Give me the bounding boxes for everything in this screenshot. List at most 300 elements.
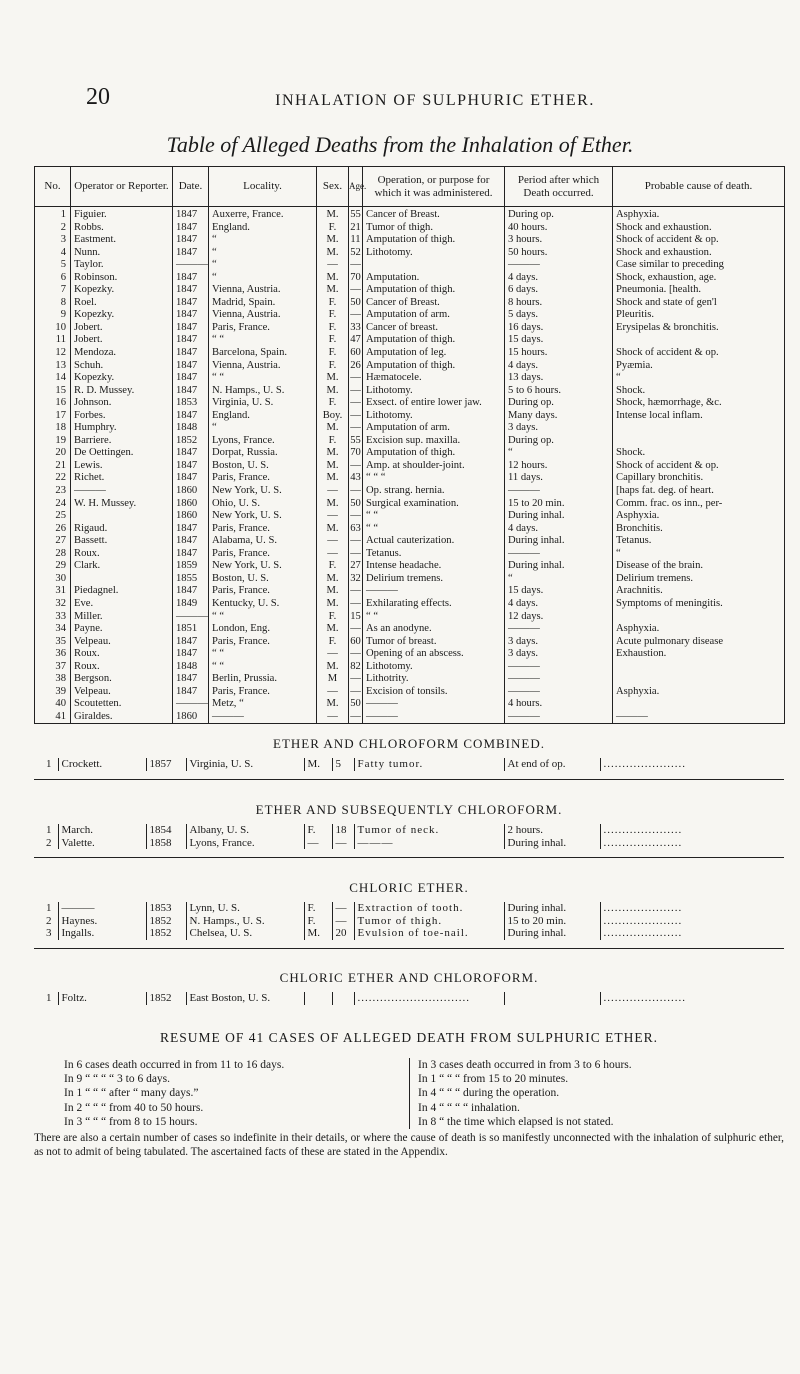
cell-period: ——— [505, 673, 613, 686]
cell-sex: F. [304, 824, 332, 837]
cell-cause: Shock. [613, 447, 785, 460]
header-period: Period after which Death occurred. [505, 167, 613, 207]
cell-cause [613, 698, 785, 711]
cell-age: — [350, 673, 361, 685]
cell-operator: Payne. [71, 623, 173, 636]
cell-age: 82 [350, 660, 361, 672]
cell-locality: Paris, France. [209, 686, 317, 699]
header-date: Date. [173, 167, 209, 207]
cell-operator: Kopezky. [71, 284, 173, 297]
cell-operator: Crockett. [58, 758, 146, 771]
cell-period: 3 hours. [505, 234, 613, 247]
cell-period: “ [505, 573, 613, 586]
cell-sex: F. [317, 560, 349, 573]
cell-no: 32 [35, 598, 71, 611]
cell-cause: ——— [613, 711, 785, 724]
cell-sex: M. [304, 758, 332, 771]
cell-cause: Acute pulmonary disease [613, 636, 785, 649]
table-row [34, 837, 784, 850]
cell-period: 15 to 20 min. [505, 498, 613, 511]
cell-period: 3 days. [505, 422, 613, 435]
cell-no: 14 [35, 372, 71, 385]
cell-sex: F. [317, 360, 349, 373]
cell-operator: Kopezky. [71, 309, 173, 322]
cell-period: 4 hours. [505, 698, 613, 711]
cell-operator: Velpeau. [71, 636, 173, 649]
cell-age: — [349, 711, 363, 724]
table-row [35, 711, 785, 724]
cell-cause: Shock and exhaustion. [613, 222, 785, 235]
cell-no: 36 [35, 648, 71, 661]
cell-age: — [350, 623, 361, 635]
cell-date: 1847 [173, 636, 209, 649]
cell-no: 24 [35, 498, 71, 511]
cell-locality: “ “ [209, 334, 317, 347]
cell-sex: — [317, 510, 349, 523]
resume-line: In 4 “ “ “ during the operation. [418, 1087, 560, 1100]
cell-locality: Dorpat, Russia. [209, 447, 317, 460]
cell-age: 11 [350, 234, 361, 246]
section-ether-subsequently-chloroform [34, 802, 784, 858]
cell-operation: Amputation of thigh. [363, 360, 505, 373]
table-row [35, 548, 785, 561]
cell-date: 1860 [173, 510, 209, 523]
cell-age: 60 [350, 635, 361, 647]
cell-operation [363, 259, 505, 272]
cell-sex [304, 992, 332, 1005]
table-row [35, 560, 785, 573]
cell-age: 50 [350, 698, 361, 710]
cell-period: 12 hours. [505, 460, 613, 473]
cell-operator: Valette. [58, 837, 146, 850]
cell-locality: Paris, France. [209, 636, 317, 649]
cell-locality: Vienna, Austria. [209, 309, 317, 322]
cell-sex: — [317, 485, 349, 498]
header-operator: Operator or Reporter. [71, 167, 173, 207]
cell-period: 3 days. [505, 648, 613, 661]
combined-table [34, 758, 784, 771]
section-title: CHLORIC ETHER AND CHLOROFORM. [279, 970, 539, 985]
cell-operation: Amputation of thigh. [363, 334, 505, 347]
table-row [35, 347, 785, 360]
table-row [35, 585, 785, 598]
cell-sex: M. [317, 284, 349, 297]
cell-sex: — [317, 548, 349, 561]
cell-period: ——— [505, 661, 613, 674]
cell-age: 70 [350, 447, 361, 459]
cell-age: 32 [350, 572, 361, 584]
resume-line: In 4 “ “ “ “ inhalation. [418, 1101, 520, 1114]
cell-sex: — [317, 259, 349, 272]
cell-age: 15 [350, 610, 361, 622]
cell-period: During op. [505, 397, 613, 410]
cell-date: 1847 [173, 410, 209, 423]
cell-locality: Ohio, U. S. [209, 498, 317, 511]
cell-operation: Amputation of leg. [363, 347, 505, 360]
cell-locality: Lyons, France. [209, 435, 317, 448]
cell-date: 1847 [173, 284, 209, 297]
cell-date: 1853 [173, 397, 209, 410]
cell-date: 1855 [173, 573, 209, 586]
cell-operator: R. D. Mussey. [71, 385, 173, 398]
cell-no: 2 [35, 222, 71, 235]
table-body [35, 207, 785, 724]
cell-no: 1 [46, 902, 52, 914]
resume-line: In 3 cases death occurred in from 3 to 6 hours. [418, 1059, 632, 1071]
cell-locality: N. Hamps., U. S. [209, 385, 317, 398]
cell-period: At end of op. [504, 758, 600, 771]
cell-cause: Capillary bronchitis. [613, 472, 785, 485]
table-row [35, 648, 785, 661]
cell-operation: Amputation of arm. [363, 422, 505, 435]
cell-cause: Shock and state of gen'l [613, 297, 785, 310]
cell-age: — [350, 685, 361, 697]
cell-locality: “ “ [209, 611, 317, 624]
cell-period: 16 days. [505, 322, 613, 335]
cell-date: 1847 [173, 472, 209, 485]
cell-no: 26 [35, 523, 71, 536]
cell-operation: Amputation of thigh. [363, 284, 505, 297]
cell-date: 1847 [173, 686, 209, 699]
cell-operator: Kopezky. [71, 372, 173, 385]
cell-sex: M. [317, 247, 349, 260]
cell-cause: Disease of the brain. [613, 560, 785, 573]
cell-age: 52 [350, 246, 361, 258]
cell-cause: Case similar to preceding [613, 259, 785, 272]
table-title: Table of Alleged Deaths from the Inhalation of Ether. [166, 132, 634, 157]
cell-locality: “ “ [209, 661, 317, 674]
cell-age: 27 [350, 560, 361, 572]
section-title: ETHER AND CHLOROFORM COMBINED. [273, 736, 545, 751]
cell-locality: England. [209, 222, 317, 235]
cell-date: 1847 [173, 347, 209, 360]
cell-locality: Paris, France. [209, 322, 317, 335]
cell-sex: F. [317, 322, 349, 335]
cell-period: During inhal. [504, 927, 600, 940]
cell-locality: Auxerre, France. [209, 207, 317, 222]
cell-period: Many days. [505, 410, 613, 423]
table-row [34, 992, 784, 1005]
cell-operation: Tetanus. [363, 548, 505, 561]
cell-locality: ——— [209, 711, 317, 724]
table-row [35, 636, 785, 649]
cell-operator: Robinson. [71, 272, 173, 285]
cell-operation: Excision of tonsils. [363, 686, 505, 699]
cell-age: — [350, 259, 361, 271]
cell-date: 1852 [146, 992, 186, 1005]
cell-date: 1853 [146, 902, 186, 915]
cell-cause: Delirium tremens. [613, 573, 785, 586]
table-row [35, 334, 785, 347]
cell-age: — [350, 510, 361, 522]
cell-no: 33 [35, 611, 71, 624]
chloric-table [34, 902, 784, 940]
cell-sex: F. [304, 915, 332, 928]
cell-operator: Ingalls. [58, 927, 146, 940]
cell-operation: Lithotrity. [363, 673, 505, 686]
cell-period: 50 hours. [505, 247, 613, 260]
cell-operator: W. H. Mussey. [71, 498, 173, 511]
cell-locality: London, Eng. [209, 623, 317, 636]
cell-sex: F. [304, 902, 332, 915]
cell-locality: East Boston, U. S. [186, 992, 304, 1005]
cell-date: 1854 [146, 824, 186, 837]
cell-cause: Comm. frac. os inn., per- [613, 498, 785, 511]
header-cause: Probable cause of death. [613, 167, 785, 207]
cell-date: 1849 [173, 598, 209, 611]
cell-locality: Kentucky, U. S. [209, 598, 317, 611]
cell-operation: Lithotomy. [363, 661, 505, 674]
table-row [34, 758, 784, 771]
cell-period: 12 days. [505, 611, 613, 624]
table-row [35, 485, 785, 498]
cell-cause: Shock, hæmorrhage, &c. [613, 397, 785, 410]
cell-operator: Bassett. [71, 535, 173, 548]
cell-cause: Asphyxia. [613, 623, 785, 636]
table-row [35, 360, 785, 373]
cell-period: ——— [505, 623, 613, 636]
table-row [34, 915, 784, 928]
cell-sex: — [317, 686, 349, 699]
cell-no: 3 [46, 927, 52, 939]
cell-date: ——— [173, 611, 209, 624]
cell-sex: Boy. [317, 410, 349, 423]
cell-cause: Tetanus. [613, 535, 785, 548]
table-row [35, 372, 785, 385]
cell-cause: Symptoms of meningitis. [613, 598, 785, 611]
resume-line: In 2 “ “ “ from 40 to 50 hours. [64, 1101, 204, 1114]
cell-locality: Lyons, France. [186, 837, 304, 850]
cell-period: 4 days. [505, 272, 613, 285]
cell-period: 40 hours. [505, 222, 613, 235]
cell-date: 1847 [173, 673, 209, 686]
cell-operation: Hæmatocele. [363, 372, 505, 385]
cell-age: 18 [332, 824, 354, 837]
cell-operator: Velpeau. [71, 686, 173, 699]
cell-operator: ——— [58, 902, 146, 915]
cell-sex: M. [317, 272, 349, 285]
table-row [35, 297, 785, 310]
cell-operator: Giraldes. [71, 711, 173, 724]
section-chloric-ether [34, 880, 784, 949]
cell-operator: Jobert. [71, 322, 173, 335]
cell-no: 27 [35, 535, 71, 548]
cell-sex: M. [317, 498, 349, 511]
table-row [35, 247, 785, 260]
cell-date: 1847 [173, 523, 209, 536]
cell-cause: “ [613, 548, 785, 561]
chloric-chloroform-table [34, 992, 784, 1005]
table-row [35, 207, 785, 222]
cell-locality: Paris, France. [209, 472, 317, 485]
cell-locality: “ [209, 259, 317, 272]
cell-period: 15 hours. [505, 347, 613, 360]
cell-period: 4 days. [505, 360, 613, 373]
resume-title: RESUME OF 41 CASES OF ALLEGED DEATH FROM SULPHURIC ETHER. [159, 1030, 659, 1045]
cell-period: ——— [505, 711, 613, 724]
cell-sex: M. [317, 598, 349, 611]
cell-sex: — [304, 837, 332, 850]
cell-sex: M. [317, 372, 349, 385]
resume-columns [34, 1058, 784, 1129]
table-row [35, 535, 785, 548]
table-row [34, 927, 784, 940]
cell-locality: New York, U. S. [209, 560, 317, 573]
cell-operation: Evulsion of toe-nail. [354, 927, 504, 940]
table-row [35, 410, 785, 423]
cell-operation: Amputation of arm. [363, 309, 505, 322]
cell-date: 1847 [173, 334, 209, 347]
cell-cause: [haps fat. deg. of heart. [613, 485, 785, 498]
cell-age: 55 [349, 207, 363, 222]
cell-operator: Clark. [71, 560, 173, 573]
cell-locality: Berlin, Prussia. [209, 673, 317, 686]
cell-age: — [332, 837, 354, 850]
resume-line: In 9 “ “ “ “ 3 to 6 days. [64, 1073, 171, 1086]
cell-period: ——— [505, 485, 613, 498]
cell-period: 5 days. [505, 309, 613, 322]
cell-date: 1852 [146, 927, 186, 940]
cell-no: 37 [35, 661, 71, 674]
cell-no: 2 [46, 914, 52, 927]
cell-period: 15 days. [505, 334, 613, 347]
resume-line: In 3 “ “ “ from 8 to 15 hours. [64, 1115, 198, 1128]
table-row [35, 322, 785, 335]
table-row [35, 435, 785, 448]
cell-operator: Roux. [71, 661, 173, 674]
cell-operation: Amp. at shoulder-joint. [363, 460, 505, 473]
table-row [35, 686, 785, 699]
cell-date: 1851 [173, 623, 209, 636]
cell-sex: M [317, 673, 349, 686]
cell-no: 17 [35, 410, 71, 423]
cell-operator: ——— [71, 485, 173, 498]
cell-age [332, 992, 354, 1005]
cell-operation: Fatty tumor. [354, 758, 504, 771]
table-row [35, 623, 785, 636]
cell-sex: M. [317, 523, 349, 536]
cell-locality: N. Hamps., U. S. [186, 915, 304, 928]
cell-sex: M. [317, 472, 349, 485]
cell-operation: “ “ [363, 523, 505, 536]
cell-operator: Mendoza. [71, 347, 173, 360]
cell-operation: Amputation of thigh. [363, 234, 505, 247]
cell-locality: Lynn, U. S. [186, 902, 304, 915]
cell-no: 23 [35, 485, 71, 498]
table-row [35, 598, 785, 611]
cell-date: 1859 [173, 560, 209, 573]
cell-cause: Shock of accident & op. [613, 347, 785, 360]
cell-cause [613, 673, 785, 686]
cell-no: 5 [35, 259, 71, 272]
cell-period: 6 days. [505, 284, 613, 297]
cell-cause: Asphyxia. [613, 686, 785, 699]
table-row [35, 523, 785, 536]
cell-cause: Pyæmia. [613, 360, 785, 373]
cell-date: 1847 [173, 385, 209, 398]
table-row [35, 284, 785, 297]
cell-no: 39 [35, 686, 71, 699]
cell-no: 30 [35, 573, 71, 586]
cell-locality: England. [209, 410, 317, 423]
cell-operation: Actual cauterization. [363, 535, 505, 548]
cell-age: — [350, 585, 361, 597]
cell-age: — [350, 409, 361, 421]
cell-operator: Rigaud. [71, 523, 173, 536]
table-row [35, 472, 785, 485]
cell-age: 43 [350, 472, 361, 484]
cell-sex: F. [317, 397, 349, 410]
cell-period: During inhal. [505, 560, 613, 573]
cell-date: 1848 [173, 661, 209, 674]
resume-left-column [34, 1058, 409, 1129]
deaths-table [34, 166, 785, 724]
cell-locality: Vienna, Austria. [209, 360, 317, 373]
cell-age: 50 [350, 497, 361, 509]
cell-operator: Piedagnel. [71, 585, 173, 598]
cell-locality: “ [209, 272, 317, 285]
cell-sex: M. [317, 447, 349, 460]
cell-operation: Amputation. [363, 272, 505, 285]
cell-sex: M. [317, 585, 349, 598]
cell-operation: Tumor of neck. [354, 824, 504, 837]
cell-cause: ..................... [600, 927, 784, 940]
cell-date: 1847 [173, 360, 209, 373]
cell-operation: ——— [363, 698, 505, 711]
cell-sex: — [317, 535, 349, 548]
cell-cause: ..................... [600, 837, 784, 850]
cell-no: 40 [35, 698, 71, 711]
table-row [35, 234, 785, 247]
table-row [35, 573, 785, 586]
cell-operation: Tumor of thigh. [354, 915, 504, 928]
cell-age: — [350, 535, 361, 547]
header-age: Age. [349, 167, 363, 207]
cell-operation: Op. strang. hernia. [363, 485, 505, 498]
cell-no: 13 [35, 360, 71, 373]
cell-operator [71, 510, 173, 523]
cell-age: — [350, 309, 361, 321]
table-row [34, 902, 784, 915]
cell-date: 1847 [173, 447, 209, 460]
cell-age: 20 [332, 927, 354, 940]
cell-cause: ..................... [600, 824, 784, 837]
cell-period: 15 to 20 min. [504, 915, 600, 928]
cell-operation: “ “ [363, 611, 505, 624]
cell-cause: Pleuritis. [613, 309, 785, 322]
cell-date: 1860 [173, 711, 209, 724]
cell-cause [613, 422, 785, 435]
cell-locality: Barcelona, Spain. [209, 347, 317, 360]
cell-sex: — [317, 711, 349, 724]
cell-operator: Miller. [71, 611, 173, 624]
footnote: There are also a certain number of cases so indefinite in their details, or where the cause of death is so manifestly unconnected with the inhalation of sulphuric ether, as not to admit of being tabulated. The ascertained facts of these are stated in the Appendix. [34, 1132, 784, 1158]
table-row [34, 824, 784, 837]
cell-cause: Bronchitis. [613, 523, 785, 536]
cell-age: — [350, 648, 361, 660]
cell-locality: Boston, U. S. [209, 573, 317, 586]
cell-no: 6 [35, 272, 71, 285]
cell-cause: ..................... [600, 915, 784, 928]
resume-line: In 8 “ the time which elapsed is not stated. [418, 1115, 614, 1128]
cell-date: 1847 [173, 207, 209, 222]
cell-sex: F. [317, 309, 349, 322]
cell-no: 10 [35, 322, 71, 335]
cell-operation: .............................. [354, 992, 504, 1005]
cell-operator: Roux. [71, 648, 173, 661]
cell-date: 1847 [173, 297, 209, 310]
cell-age: 26 [350, 359, 361, 371]
